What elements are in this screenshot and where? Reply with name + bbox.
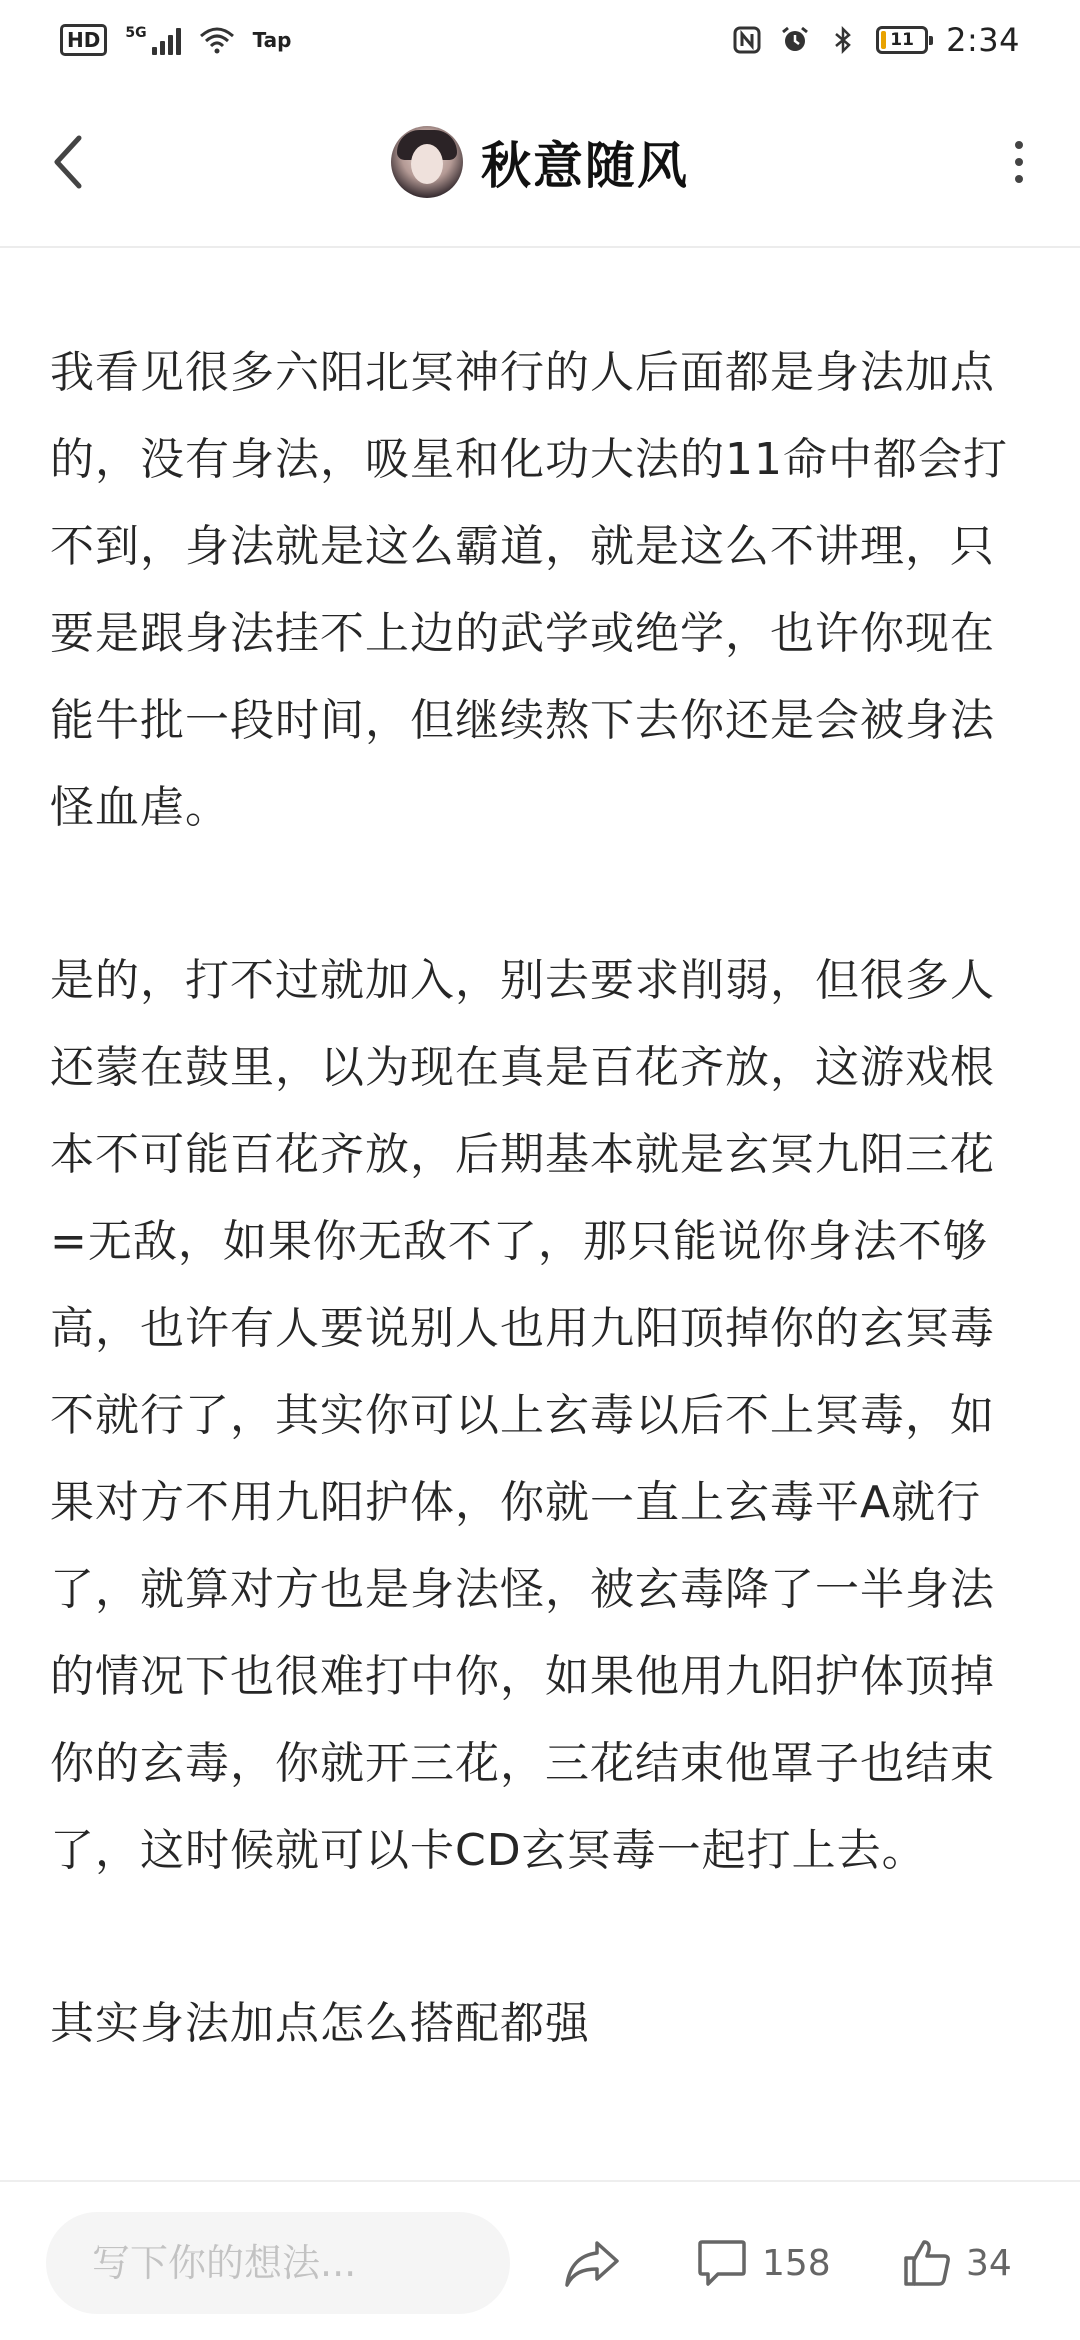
article-paragraph: 是的，打不过就加入，别去要求削弱，但很多人还蒙在鼓里，以为现在真是百花齐放，这游戏根本不可能百花齐放，后期基本就是玄冥九阳三花=无敌，如果你无敌不了，那只能说你身法不够高，也许有人要说别人也用九阳顶掉你的玄冥毒不就行了，其实你可以上玄毒以后不上冥毒，如果对方不用九阳护体，你就一直上玄毒平A就行了，就算对方也是身法怪，被玄毒降了一半身法的情况下也很难打中你，如果他用九阳护体顶掉你的玄毒，你就开三花，三花结束他罩子也结束了，这时候就可以卡CD玄冥毒一起打上去。 — [50, 955, 995, 1876]
status-right — [732, 21, 1020, 59]
tap-indicator: Tap — [252, 28, 292, 52]
hd-badge: HD — [60, 24, 107, 56]
status-bar — [0, 0, 1080, 80]
thumbs-up-icon — [902, 2238, 952, 2288]
battery-icon — [876, 26, 928, 54]
wifi-icon — [199, 26, 235, 54]
more-dot-icon — [1015, 158, 1023, 166]
more-dot-icon — [1015, 175, 1023, 183]
nav-bar — [0, 80, 1080, 248]
status-left — [60, 24, 291, 56]
network-type: 5G — [125, 25, 147, 41]
nfc-icon — [732, 25, 762, 55]
comment-count: 158 — [762, 2242, 831, 2284]
share-button[interactable] — [560, 2212, 624, 2314]
article-text — [50, 248, 1030, 2153]
like-count: 34 — [966, 2242, 1012, 2284]
more-button[interactable] — [994, 122, 1044, 202]
share-icon — [563, 2237, 621, 2289]
like-button[interactable] — [902, 2212, 1012, 2314]
more-dot-icon — [1015, 141, 1023, 149]
article-body[interactable] — [0, 248, 1080, 2180]
author-header[interactable] — [0, 126, 1080, 198]
avatar[interactable] — [391, 126, 463, 198]
comment-icon — [696, 2238, 748, 2288]
author-name[interactable]: 秋意随风 — [481, 137, 689, 195]
bottom-action-bar — [0, 2180, 1080, 2340]
bluetooth-icon — [828, 25, 858, 55]
clock: 2:34 — [946, 21, 1020, 59]
signal-icon — [125, 25, 180, 55]
comment-button[interactable] — [696, 2212, 831, 2314]
article-paragraph: 我看见很多六阳北冥神行的人后面都是身法加点的，没有身法，吸星和化功大法的11命中都会打不到，身法就是这么霸道，就是这么不讲理，只要是跟身法挂不上边的武学或绝学，也许你现在能牛批一段时间，但继续熬下去你还是会被身法怪血虐。 — [50, 347, 1008, 833]
article-paragraph: 其实身法加点怎么搭配都强 — [50, 1998, 590, 2049]
comment-input[interactable] — [46, 2212, 510, 2314]
alarm-icon — [780, 25, 810, 55]
battery-level: 11 — [890, 30, 914, 50]
